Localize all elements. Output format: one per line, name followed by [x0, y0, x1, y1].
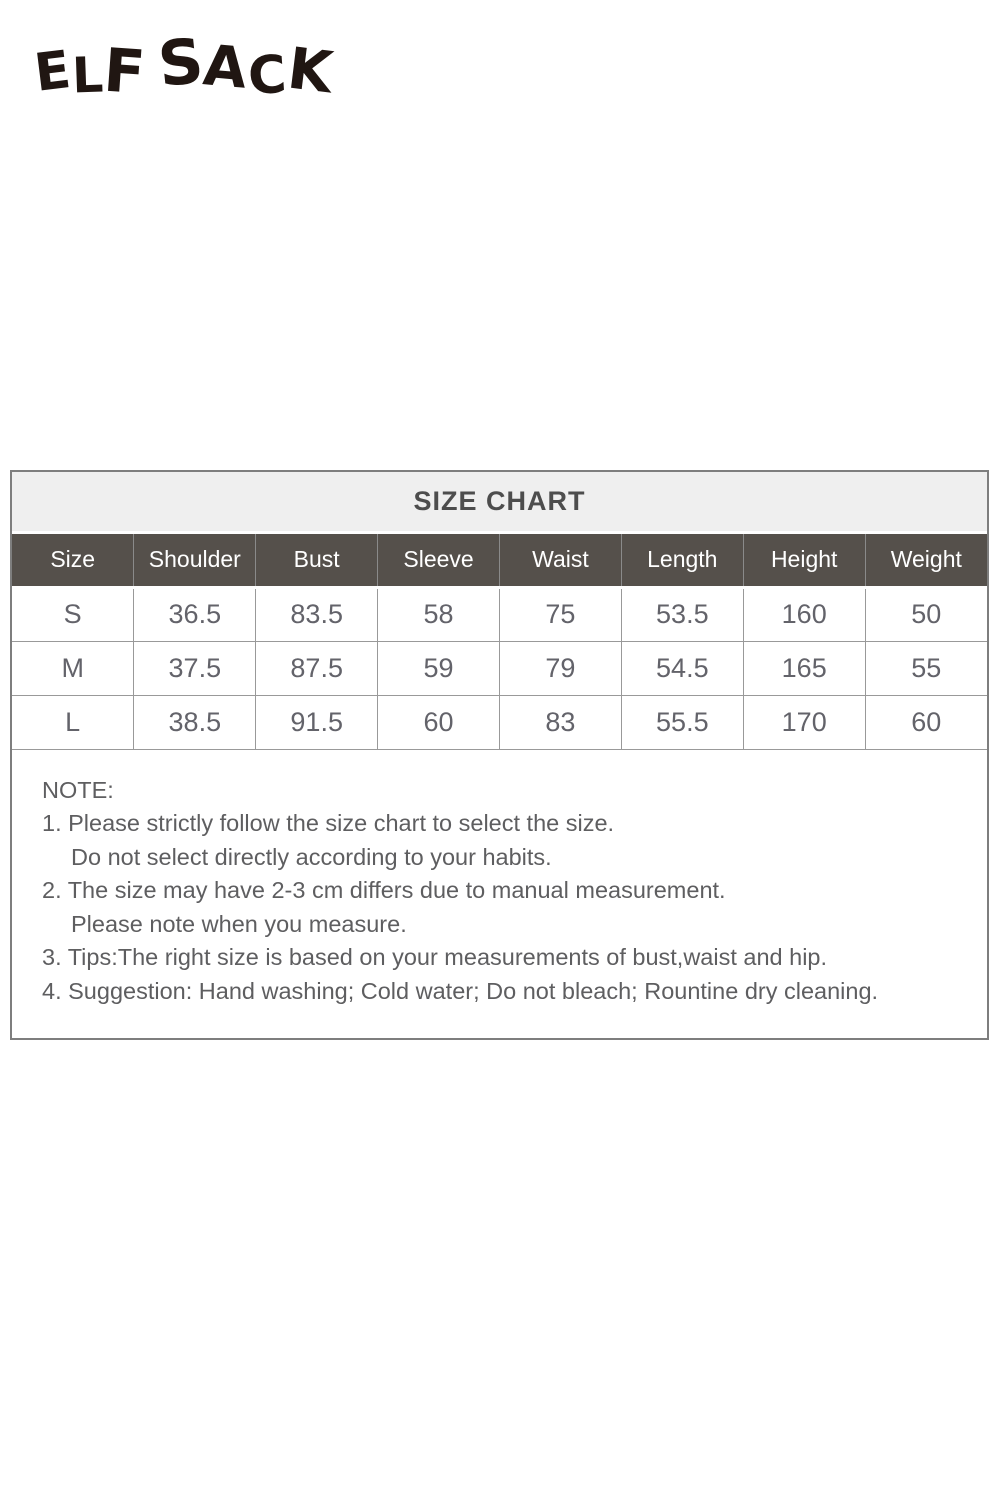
length-cell: 55.5: [621, 695, 743, 749]
weight-cell: 50: [865, 587, 987, 641]
height-cell: 160: [743, 587, 865, 641]
bust-cell: 91.5: [256, 695, 378, 749]
logo-letter: L: [70, 46, 104, 105]
logo-letter: K: [284, 35, 337, 107]
column-header-shoulder: Shoulder: [134, 534, 256, 587]
waist-cell: 79: [500, 641, 622, 695]
logo-letter: A: [201, 33, 250, 102]
column-header-bust: Bust: [256, 534, 378, 587]
note-line: Please note when you measure.: [71, 910, 407, 937]
length-cell: 54.5: [621, 641, 743, 695]
logo-letter: C: [245, 44, 289, 108]
note-line: 3. Tips:The right size is based on your measurements of bust,waist and hip.: [42, 944, 828, 970]
size-table: [12, 534, 987, 750]
sleeve-cell: 58: [378, 587, 500, 641]
column-header-length: Length: [621, 534, 743, 587]
shoulder-cell: 36.5: [134, 587, 256, 641]
note-line: Do not select directly according to your habits.: [71, 843, 552, 870]
column-header-sleeve: Sleeve: [378, 534, 500, 587]
weight-cell: 55: [865, 641, 987, 695]
note-line: 4. Suggestion: Hand washing; Cold water; Do not bleach; Rountine dry cleaning.: [42, 977, 879, 1004]
size-cell: M: [12, 641, 134, 695]
table-row-size-m: [12, 641, 987, 695]
bust-cell: 87.5: [256, 641, 378, 695]
bust-cell: 83.5: [256, 587, 378, 641]
column-header-weight: Weight: [865, 534, 987, 587]
logo-letter: E: [31, 40, 74, 104]
size-cell: L: [12, 695, 134, 749]
height-cell: 165: [743, 641, 865, 695]
notes-section: [12, 750, 987, 1039]
waist-cell: 83: [500, 695, 622, 749]
table-row-size-l: [12, 695, 987, 749]
note-line: 1. Please strictly follow the size chart to select the size.: [42, 810, 615, 836]
logo-letter: S: [154, 23, 207, 102]
note-line: 2. The size may have 2-3 cm differs due to manual measurement.: [42, 877, 726, 903]
size-table-header-row: [12, 534, 987, 587]
sleeve-cell: 59: [378, 641, 500, 695]
length-cell: 53.5: [621, 587, 743, 641]
column-header-size: Size: [12, 534, 134, 587]
size-chart-title: SIZE CHART: [12, 472, 987, 534]
column-header-waist: Waist: [500, 534, 622, 587]
logo-letter: F: [101, 35, 148, 109]
sleeve-cell: 60: [378, 695, 500, 749]
table-row-size-s: [12, 587, 987, 641]
shoulder-cell: 38.5: [134, 695, 256, 749]
weight-cell: 60: [865, 695, 987, 749]
size-chart-box: [10, 470, 989, 1040]
brand-logo: [31, 23, 337, 109]
height-cell: 170: [743, 695, 865, 749]
column-header-height: Height: [743, 534, 865, 587]
note-heading: NOTE:: [42, 776, 114, 803]
waist-cell: 75: [500, 587, 622, 641]
size-cell: S: [12, 587, 134, 641]
shoulder-cell: 37.5: [134, 641, 256, 695]
